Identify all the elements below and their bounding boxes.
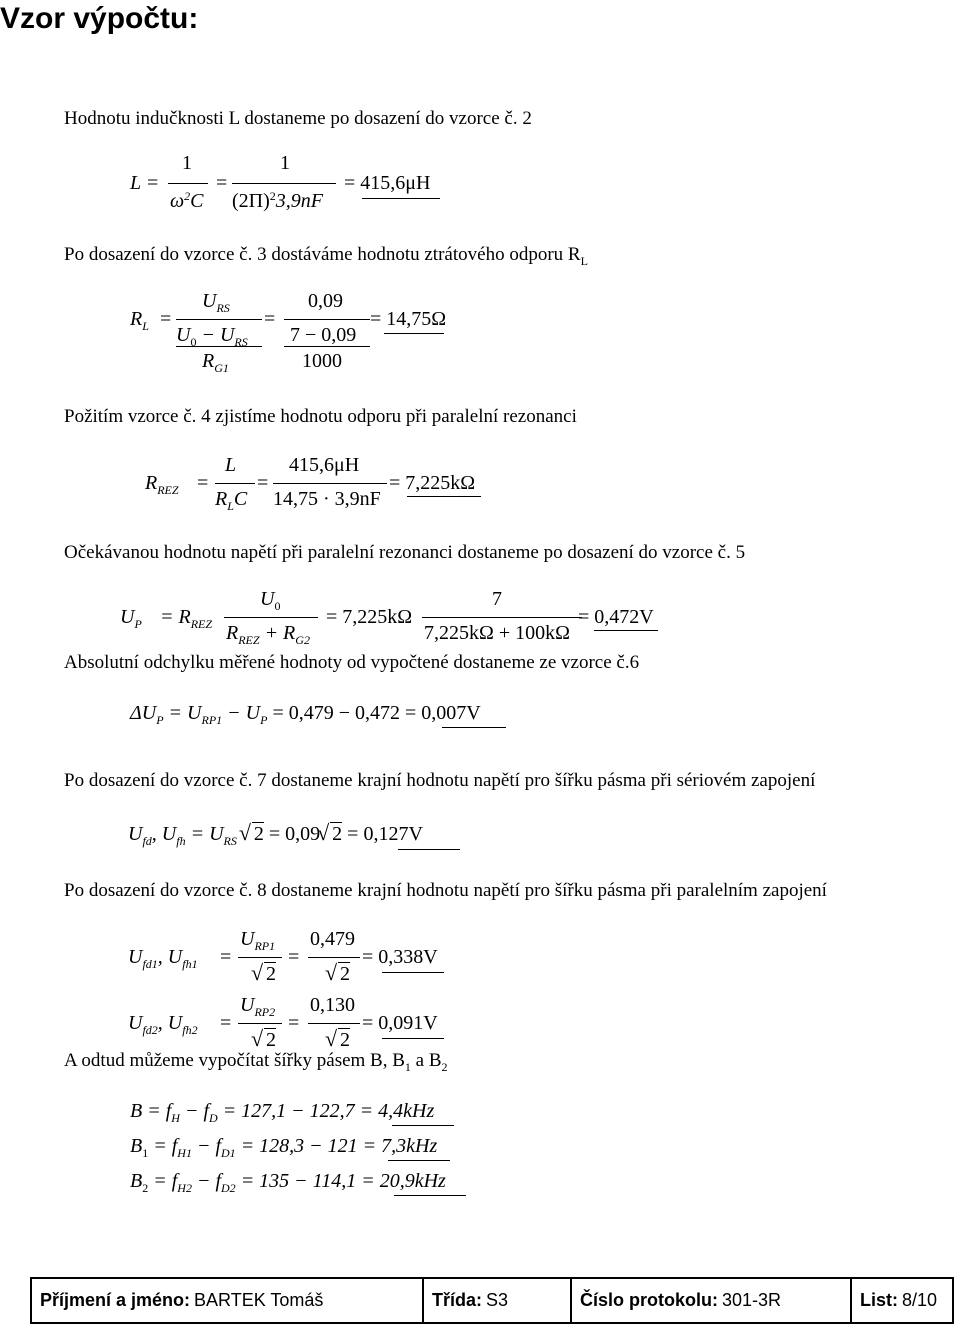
eq-a: B <box>130 1135 143 1157</box>
eq-result: = 0,091V <box>362 1012 438 1034</box>
eq-den-b: + R <box>264 622 296 644</box>
eq-den: U <box>176 324 191 346</box>
eq-lhs-sub: L <box>142 319 149 333</box>
eq-e: = 0,127V <box>347 823 423 845</box>
paragraph-series-bandwidth: Po dosazení do vzorce č. 7 dostaneme krajní hodnotu napětí pro šířku pásma při sériovém zapojení <box>64 770 816 791</box>
eq-a2: = f <box>153 1170 178 1192</box>
eq-lhs: R <box>130 308 143 330</box>
eq-lhs-sub: P <box>134 617 142 631</box>
eq-b: − f <box>196 1135 222 1157</box>
equation-series-limit-voltage <box>128 822 528 856</box>
eq-s0: 1 <box>142 1146 149 1160</box>
eq-b: − U <box>227 702 261 724</box>
equation-bandwidth <box>130 1100 490 1132</box>
equation-inductance: L = 1 $\omega^2C$ = 1 $(2\Pi)^23,9nF$ = 415,6μH <box>130 150 470 220</box>
eq-den: ω <box>170 190 185 212</box>
eq-a: B = f <box>130 1100 172 1122</box>
eq-sub1: fd <box>142 834 152 848</box>
eq-lhs: R <box>145 472 158 494</box>
eq-sub2: fh <box>176 834 186 848</box>
eq-den-sup: 2 <box>184 189 191 203</box>
eq-d: = 0,09 <box>268 823 321 845</box>
footer-info-table <box>30 1277 954 1324</box>
eq-s1: H1 <box>177 1146 192 1160</box>
eq-sub1: P <box>156 713 164 727</box>
footer-class-label: Třída: <box>432 1290 483 1310</box>
eq-num-sub: RS <box>216 301 230 315</box>
eq-num: U <box>202 290 217 312</box>
eq-a: = U <box>168 702 202 724</box>
eq-sub3: P <box>260 713 268 727</box>
equation-loss-resistance: $R_L$ = $U_{RS}$ $U_0 - U_{RS}$ $R_{G1}$ = 0,09 7 − 0,09 1000 = 14,75Ω <box>130 290 447 375</box>
equation-parallel-limit-voltage-1: $U_{fd1}$, $U_{fh1}$ = $U_{RP1}$ √ 2 = 0,479 √ 2 = 0,338V <box>128 928 548 990</box>
p2-sub: L <box>580 254 588 268</box>
p8-text: A odtud můžeme vypočítat šířky pásem B, B <box>64 1050 405 1071</box>
eq-b: − f <box>196 1170 222 1192</box>
eq-den2-sub: G1 <box>214 361 229 375</box>
eq-den2: (2Π) <box>232 190 270 212</box>
eq-sub3: RS <box>223 834 237 848</box>
eq-den-b: − U <box>201 324 235 346</box>
eq-s2: D1 <box>221 1146 236 1160</box>
footer-sheet-label: List: <box>860 1290 898 1310</box>
footer-name-value: BARTEK Tomáš <box>194 1290 324 1310</box>
eq-num2: 0,479 <box>310 928 355 950</box>
eq-num2: 1 <box>280 152 290 174</box>
eq-den: √ 2 <box>264 1028 276 1052</box>
paragraph-parallel-bandwidth: Po dosazení do vzorce č. 8 dostaneme krajní hodnotu napětí pro šířku pásma při paralelním zapojení <box>64 880 827 901</box>
eq-sub1: fd2 <box>142 1023 158 1037</box>
eq-c: = 135 − 114,1 = 20,9kHz <box>240 1170 446 1192</box>
paragraph-resonance-resistance: Požitím vzorce č. 4 zjistíme hodnotu odporu při paralelní rezonanci <box>64 406 577 427</box>
eq-num2: 0,09 <box>308 290 343 312</box>
eq-den2-b: 3,9nF <box>275 190 323 212</box>
p8-mid: a B <box>410 1050 442 1071</box>
eq-sub2: fh1 <box>182 957 198 971</box>
eq-den2: R <box>202 350 215 372</box>
eq-c: = <box>220 946 232 968</box>
eq-den2: 7,225kΩ + 100kΩ <box>424 622 571 644</box>
paragraph-loss-resistance <box>64 244 588 266</box>
eq-num-sub: RP2 <box>254 1005 276 1019</box>
footer-protocol-cell <box>572 1279 852 1322</box>
eq-sqrt1: √ 2 <box>252 822 264 846</box>
eq-sub2: fh2 <box>182 1023 198 1037</box>
eq-a: U <box>128 823 143 845</box>
eq-s1: H <box>171 1111 180 1125</box>
eq-mult: = 7,225kΩ <box>326 606 413 628</box>
eq-b: , U <box>157 946 183 968</box>
eq-a: B <box>130 1170 143 1192</box>
eq-den-b: C <box>190 190 204 212</box>
eq-sub2: RP1 <box>201 713 223 727</box>
equation-resonance-voltage <box>120 588 680 652</box>
eq-den: √ 2 <box>264 962 276 986</box>
eq-mid-sub: REZ <box>190 617 213 631</box>
equation-absolute-deviation <box>130 702 530 738</box>
eq-num2: 0,130 <box>310 994 355 1016</box>
eq-a2: = f <box>153 1135 178 1157</box>
paragraph-inductance: Hodnotu indučknosti L dostaneme po dosazení do vzorce č. 2 <box>64 108 532 129</box>
eq-den-sub: REZ <box>238 633 260 647</box>
eq-num: U <box>240 928 255 950</box>
eq-b: − f <box>184 1100 210 1122</box>
eq-lhs: L = <box>130 172 160 194</box>
eq-c: = <box>220 1012 232 1034</box>
eq-b: , U <box>151 823 177 845</box>
eq-result: = 0,472V <box>578 606 654 628</box>
equation-bandwidth-2 <box>130 1170 490 1202</box>
equation-resonance-resistance: $R_{REZ}$ = L $R_LC$ = 415,6μH 14,75 · 3,9nF = 7,225kΩ <box>145 452 505 522</box>
eq-den-bot: 1000 <box>302 350 342 372</box>
eq-den-sub: L <box>227 499 234 513</box>
eq-lhs: U <box>120 606 135 628</box>
eq-s2: D2 <box>221 1181 236 1195</box>
eq-den2: √ 2 <box>338 1028 350 1052</box>
eq-sqrt2: √ 2 <box>330 822 342 846</box>
eq-den-sub2: G2 <box>295 633 310 647</box>
eq-num2: 415,6μH <box>289 454 360 476</box>
eq-num-sub: RP1 <box>254 939 276 953</box>
eq-mid: = R <box>160 606 191 628</box>
eq-a: U <box>128 1012 143 1034</box>
footer-protocol-label: Číslo protokolu: <box>580 1290 718 1310</box>
eq-result: = 7,225kΩ <box>389 472 476 494</box>
p8-sub1: 1 <box>404 1060 411 1074</box>
equation-parallel-limit-voltage-2: $U_{fd2}$, $U_{fh2}$ = $U_{RP2}$ √ 2 = 0,130 √ 2 = 0,091V <box>128 994 548 1056</box>
eq-num: L <box>225 454 237 476</box>
eq-lhs-sub: REZ <box>157 483 179 497</box>
eq-sub1: fd1 <box>142 957 158 971</box>
eq-den2-sup: 2 <box>269 189 276 203</box>
footer-protocol-value: 301-3R <box>722 1290 782 1310</box>
paragraph-absolute-deviation: Absolutní odchylku měřené hodnoty od vypočtené dostaneme ze vzorce č.6 <box>64 652 640 673</box>
footer-sheet-cell <box>852 1279 952 1322</box>
eq-den: R <box>226 622 239 644</box>
page-title: Vzor výpočtu: <box>0 2 199 35</box>
footer-class-value: S3 <box>486 1290 509 1310</box>
p2-text: Po dosazení do vzorce č. 3 dostáváme hodnotu ztrátového odporu R <box>64 244 581 265</box>
eq-num: U <box>240 994 255 1016</box>
eq-c: = U <box>190 823 224 845</box>
eq-num2: 7 <box>492 588 502 610</box>
eq-b: , U <box>157 1012 183 1034</box>
footer-sheet-value: 8/10 <box>902 1290 938 1310</box>
eq-c: = 127,1 − 122,7 = 4,4kHz <box>222 1100 435 1122</box>
eq-den-sub: RS <box>234 335 248 349</box>
equation-bandwidth-1 <box>130 1135 490 1167</box>
eq-delta: ΔU <box>130 702 157 724</box>
eq-c: = 128,3 − 121 = 7,3kHz <box>240 1135 438 1157</box>
footer-class-cell <box>424 1279 572 1322</box>
footer-name-label: Příjmení a jméno: <box>40 1290 191 1310</box>
eq-num: U <box>260 588 275 610</box>
eq-den-b: C <box>233 488 248 510</box>
eq-den2: 14,75 · 3,9nF <box>273 488 381 510</box>
eq-den-mid: 7 − 0,09 <box>290 324 357 346</box>
eq-den: R <box>215 488 228 510</box>
paragraph-bandwidths <box>64 1050 448 1072</box>
footer-name-cell <box>32 1279 424 1322</box>
eq-s1: H2 <box>177 1181 192 1195</box>
eq-den-sub0: 0 <box>190 335 197 349</box>
paragraph-expected-voltage: Očekávanou hodnotu napětí při paralelní rezonanci dostaneme po dosazení do vzorce č. 5 <box>64 542 746 563</box>
eq-result: = 0,338V <box>362 946 438 968</box>
eq-den2: √ 2 <box>338 962 350 986</box>
eq-s0: 2 <box>142 1181 149 1195</box>
eq-result: = 14,75Ω <box>370 308 447 330</box>
p8-sub2: 2 <box>441 1060 448 1074</box>
eq-s2: D <box>209 1111 218 1125</box>
eq-num-sub: 0 <box>274 599 281 613</box>
eq-num: 1 <box>182 152 192 174</box>
eq-a: U <box>128 946 143 968</box>
eq-c: = 0,479 − 0,472 = 0,007V <box>272 702 481 724</box>
eq-result: = 415,6μH <box>344 172 431 194</box>
